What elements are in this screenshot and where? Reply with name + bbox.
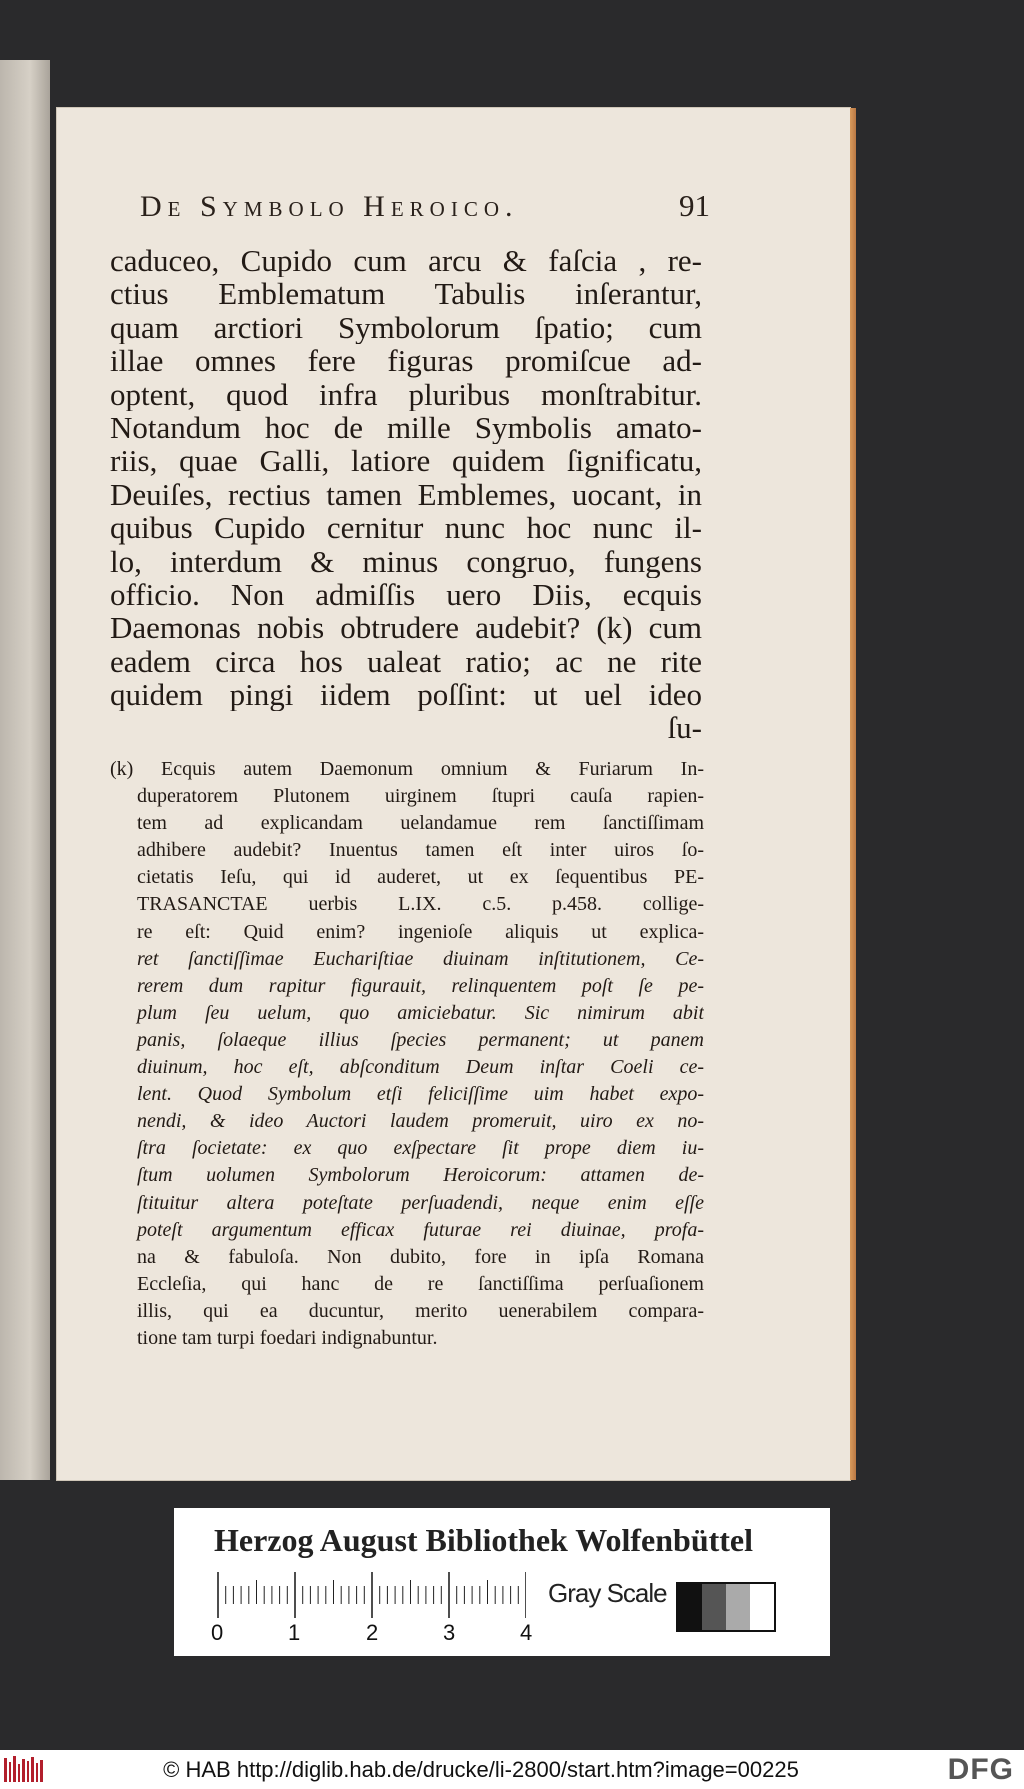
catchword: ſu-: [667, 711, 702, 745]
running-head: [140, 188, 710, 224]
dfg-logo: DFG: [947, 1752, 1014, 1786]
text-line: Deuiſes, rectius tamen Emblemes, uocant, in: [110, 477, 702, 512]
footnote-line: (k) Ecquis autem Daemonum omnium & Furiarum In-: [110, 758, 704, 780]
scale-number: 2: [366, 1620, 379, 1645]
page-fore-edge: [850, 108, 856, 1480]
gray-patch: [678, 1584, 702, 1630]
footnote-line: illis, qui ea ducuntur, merito uenerabilem compara-: [137, 1299, 704, 1322]
scale-number: 4: [520, 1620, 533, 1645]
text-line: illae omnes fere figuras promiſcue ad-: [110, 344, 702, 378]
library-name: Herzog August Bibliothek Wolfenbüttel: [214, 1522, 754, 1558]
running-head-title: De Symbolo Heroico.: [140, 190, 519, 223]
main-text: [110, 244, 702, 745]
text-line: Notandum hoc de mille Symbolis amato-: [110, 410, 702, 445]
footnote-line: ſtituitur altera poteſtate perſuadendi, neque enim eſſe: [137, 1191, 704, 1214]
adjacent-page-edge: [0, 60, 50, 1480]
footnote-line: duperatorem Plutonem uirginem ſtupri cauſa rapien-: [137, 785, 704, 808]
footnote-line: ſtra ſocietate: ex quo exſpectare ſit prope diem iu-: [137, 1137, 704, 1160]
scale-number: 0: [211, 1620, 224, 1645]
footnote-line: panis, ſolaeque illius ſpecies permanent; ut panem: [137, 1028, 704, 1051]
footnote-line: nendi, & ideo Auctori laudem promeruit, uiro ex no-: [137, 1110, 704, 1133]
text-line: officio. Non admiſſis uero Diis, ecquis: [110, 577, 702, 612]
text-line: Daemonas nobis obtrudere audebit? (k) cum: [110, 611, 702, 645]
text-line: optent, quod infra pluribus monſtrabitur.: [110, 377, 702, 411]
footnote-line: tem ad explicandam uelandamue rem ſanctiſſimam: [137, 812, 704, 835]
gray-scale-bar: [676, 1582, 776, 1632]
text-line: ctius Emblematum Tabulis inſerantur,: [110, 277, 702, 311]
footnote-line: diuinum, hoc eſt, abſconditum Deum inſtar Coeli ce-: [137, 1056, 704, 1079]
footnote-line: cietatis Ieſu, qui id auderet, ut ex ſequentibus PE-: [137, 866, 704, 889]
text-line: quidem pingi iidem poſſint: ut uel ideo: [110, 678, 702, 712]
source-url: © HAB http://diglib.hab.de/drucke/li-2800/start.htm?image=00225: [163, 1756, 799, 1782]
footnote-line: ret ſanctiſſimae Euchariſtiae diuinam inſtitutionem, Ce-: [137, 947, 704, 970]
scale-number: 1: [288, 1620, 301, 1645]
gray-patch: [750, 1584, 774, 1630]
text-line: quam arctiori Symbolorum ſpatio; cum: [110, 310, 702, 345]
gray-patch: [726, 1584, 750, 1630]
scale-number: 3: [443, 1620, 456, 1645]
text-line: eadem circa hos ualeat ratio; ac ne rite: [110, 644, 702, 679]
footnote: [110, 756, 704, 1352]
hab-barcode-icon: [0, 1750, 48, 1789]
gray-patch: [702, 1584, 726, 1630]
ruler-scale: [216, 1572, 526, 1620]
library-banner: [174, 1508, 830, 1656]
text-line: riis, quae Galli, latiore quidem ſignificatu,: [110, 444, 702, 478]
text-line: quibus Cupido cernitur nunc hoc nunc il-: [110, 511, 702, 545]
text-line: caduceo, Cupido cum arcu & faſcia , re-: [110, 244, 702, 278]
footnote-line: ſtum uolumen Symbolorum Heroicorum: attamen de-: [137, 1164, 704, 1187]
footnote-line: plum ſeu uelum, quo amiciebatur. Sic nimirum abit: [137, 1001, 704, 1024]
footnote-line: lent. Quod Symbolum etſi feliciſſime uim habet expo-: [137, 1083, 704, 1106]
footnote-line: adhibere audebit? Inuentus tamen eſt inter uiros ſo-: [137, 839, 704, 862]
footnote-line: rerem dum rapitur figurauit, relinquentem poſt ſe pe-: [137, 974, 704, 997]
footnote-line: re eſt: Quid enim? ingenioſe aliquis ut explica-: [137, 920, 704, 943]
footnote-line: na & fabuloſa. Non dubito, fore in ipſa Romana: [137, 1245, 704, 1268]
gray-scale-label: Gray Scale: [548, 1578, 667, 1608]
text-line: lo, interdum & minus congruo, fungens: [110, 544, 702, 578]
ruler-icon: [216, 1572, 526, 1620]
footnote-line: tione tam turpi foedari indignabuntur.: [137, 1326, 438, 1349]
footnote-line: Eccleſia, qui hanc de re ſanctiſſima perſuaſionem: [137, 1272, 704, 1295]
footnote-line: poteſt argumentum efficax futurae rei diuinae, profa-: [137, 1218, 704, 1241]
footnote-line: TRASANCTAE uerbis L.IX. c.5. p.458. collige-: [137, 893, 704, 916]
page-number: 91: [679, 188, 710, 223]
footer-bar: [0, 1750, 1024, 1789]
